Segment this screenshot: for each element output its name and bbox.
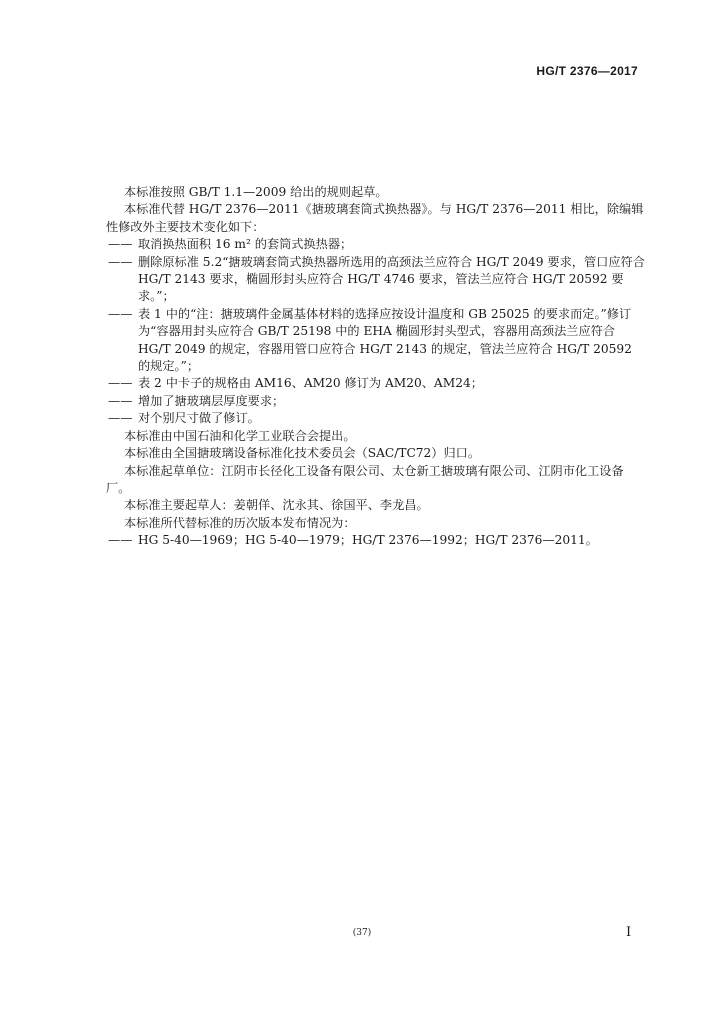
change-text: 删除原标准 5.2“搪玻璃套筒式换热器所选用的高颈法兰应符合 HG/T 2049 要求，管口应符合 HG/T 2143 要求，椭圆形封头应符合 HG/T 4746 要求，管法兰应符合 HG/T 20592 要求。”； xyxy=(138,254,645,304)
change-item xyxy=(108,236,646,253)
foreword-paragraph: 本标准由全国搪玻璃设备标准化技术委员会（SAC/TC72）归口。 xyxy=(124,446,481,461)
dash-marker: —— xyxy=(108,306,133,321)
foreword-body xyxy=(106,184,646,550)
dash-marker: —— xyxy=(108,393,133,408)
dash-marker: —— xyxy=(108,254,133,269)
standard-code: HG/T 2376—2017 xyxy=(536,64,638,78)
history-item xyxy=(108,532,646,549)
change-item xyxy=(108,254,646,306)
change-item xyxy=(108,393,646,410)
dash-marker: —— xyxy=(108,533,133,548)
foreword-paragraph: 本标准代替 HG/T 2376—2011《搪玻璃套筒式换热器》。与 HG/T 2376—2011 相比，除编辑性修改外主要技术变化如下： xyxy=(106,202,644,234)
change-text: 取消换热面积 16 m² 的套筒式换热器； xyxy=(138,237,353,252)
dash-marker: —— xyxy=(108,411,133,426)
foreword-paragraph: 本标准所代替标准的历次版本发布情况为： xyxy=(124,515,356,530)
foreword-paragraph: 本标准主要起草人：姜朝佯、沈永其、徐国平、李龙昌。 xyxy=(124,498,429,513)
change-text: 表 2 中卡子的规格由 AM16、AM20 修订为 AM20、AM24； xyxy=(138,376,483,391)
roman-page-number: I xyxy=(626,925,632,940)
change-text: 增加了搪玻璃层厚度要求； xyxy=(138,393,285,408)
history-text: HG 5-40—1969；HG 5-40—1979；HG/T 2376—1992；HG/T 2376—2011。 xyxy=(138,533,598,548)
change-text: 对个别尺寸做了修订。 xyxy=(138,411,260,426)
dash-marker: —— xyxy=(108,237,133,252)
dash-marker: —— xyxy=(108,376,133,391)
page-number: (37) xyxy=(352,928,372,938)
change-item xyxy=(108,375,646,392)
foreword-paragraph: 本标准按照 GB/T 1.1—2009 给出的规则起草。 xyxy=(124,185,388,199)
change-text: 表 1 中的“注：搪玻璃件金属基体材料的选择应按设计温度和 GB 25025 的要求而定。”修订为“容器用封头应符合 GB/T 25198 中的 EHA 椭圆形封头型式，容器用高颈法兰应符合 HG/T 2049 的规定，容器用管口应符合 HG/T 2143 的规定，管法兰应符合 HG/T 20592 的规定。”； xyxy=(138,306,632,374)
change-item xyxy=(108,410,646,427)
foreword-paragraph: 本标准起草单位：江阴市长径化工设备有限公司、太仓新工搪玻璃有限公司、江阴市化工设备厂。 xyxy=(106,463,624,495)
change-item xyxy=(108,306,646,376)
foreword-paragraph: 本标准由中国石油和化学工业联合会提出。 xyxy=(124,428,356,443)
